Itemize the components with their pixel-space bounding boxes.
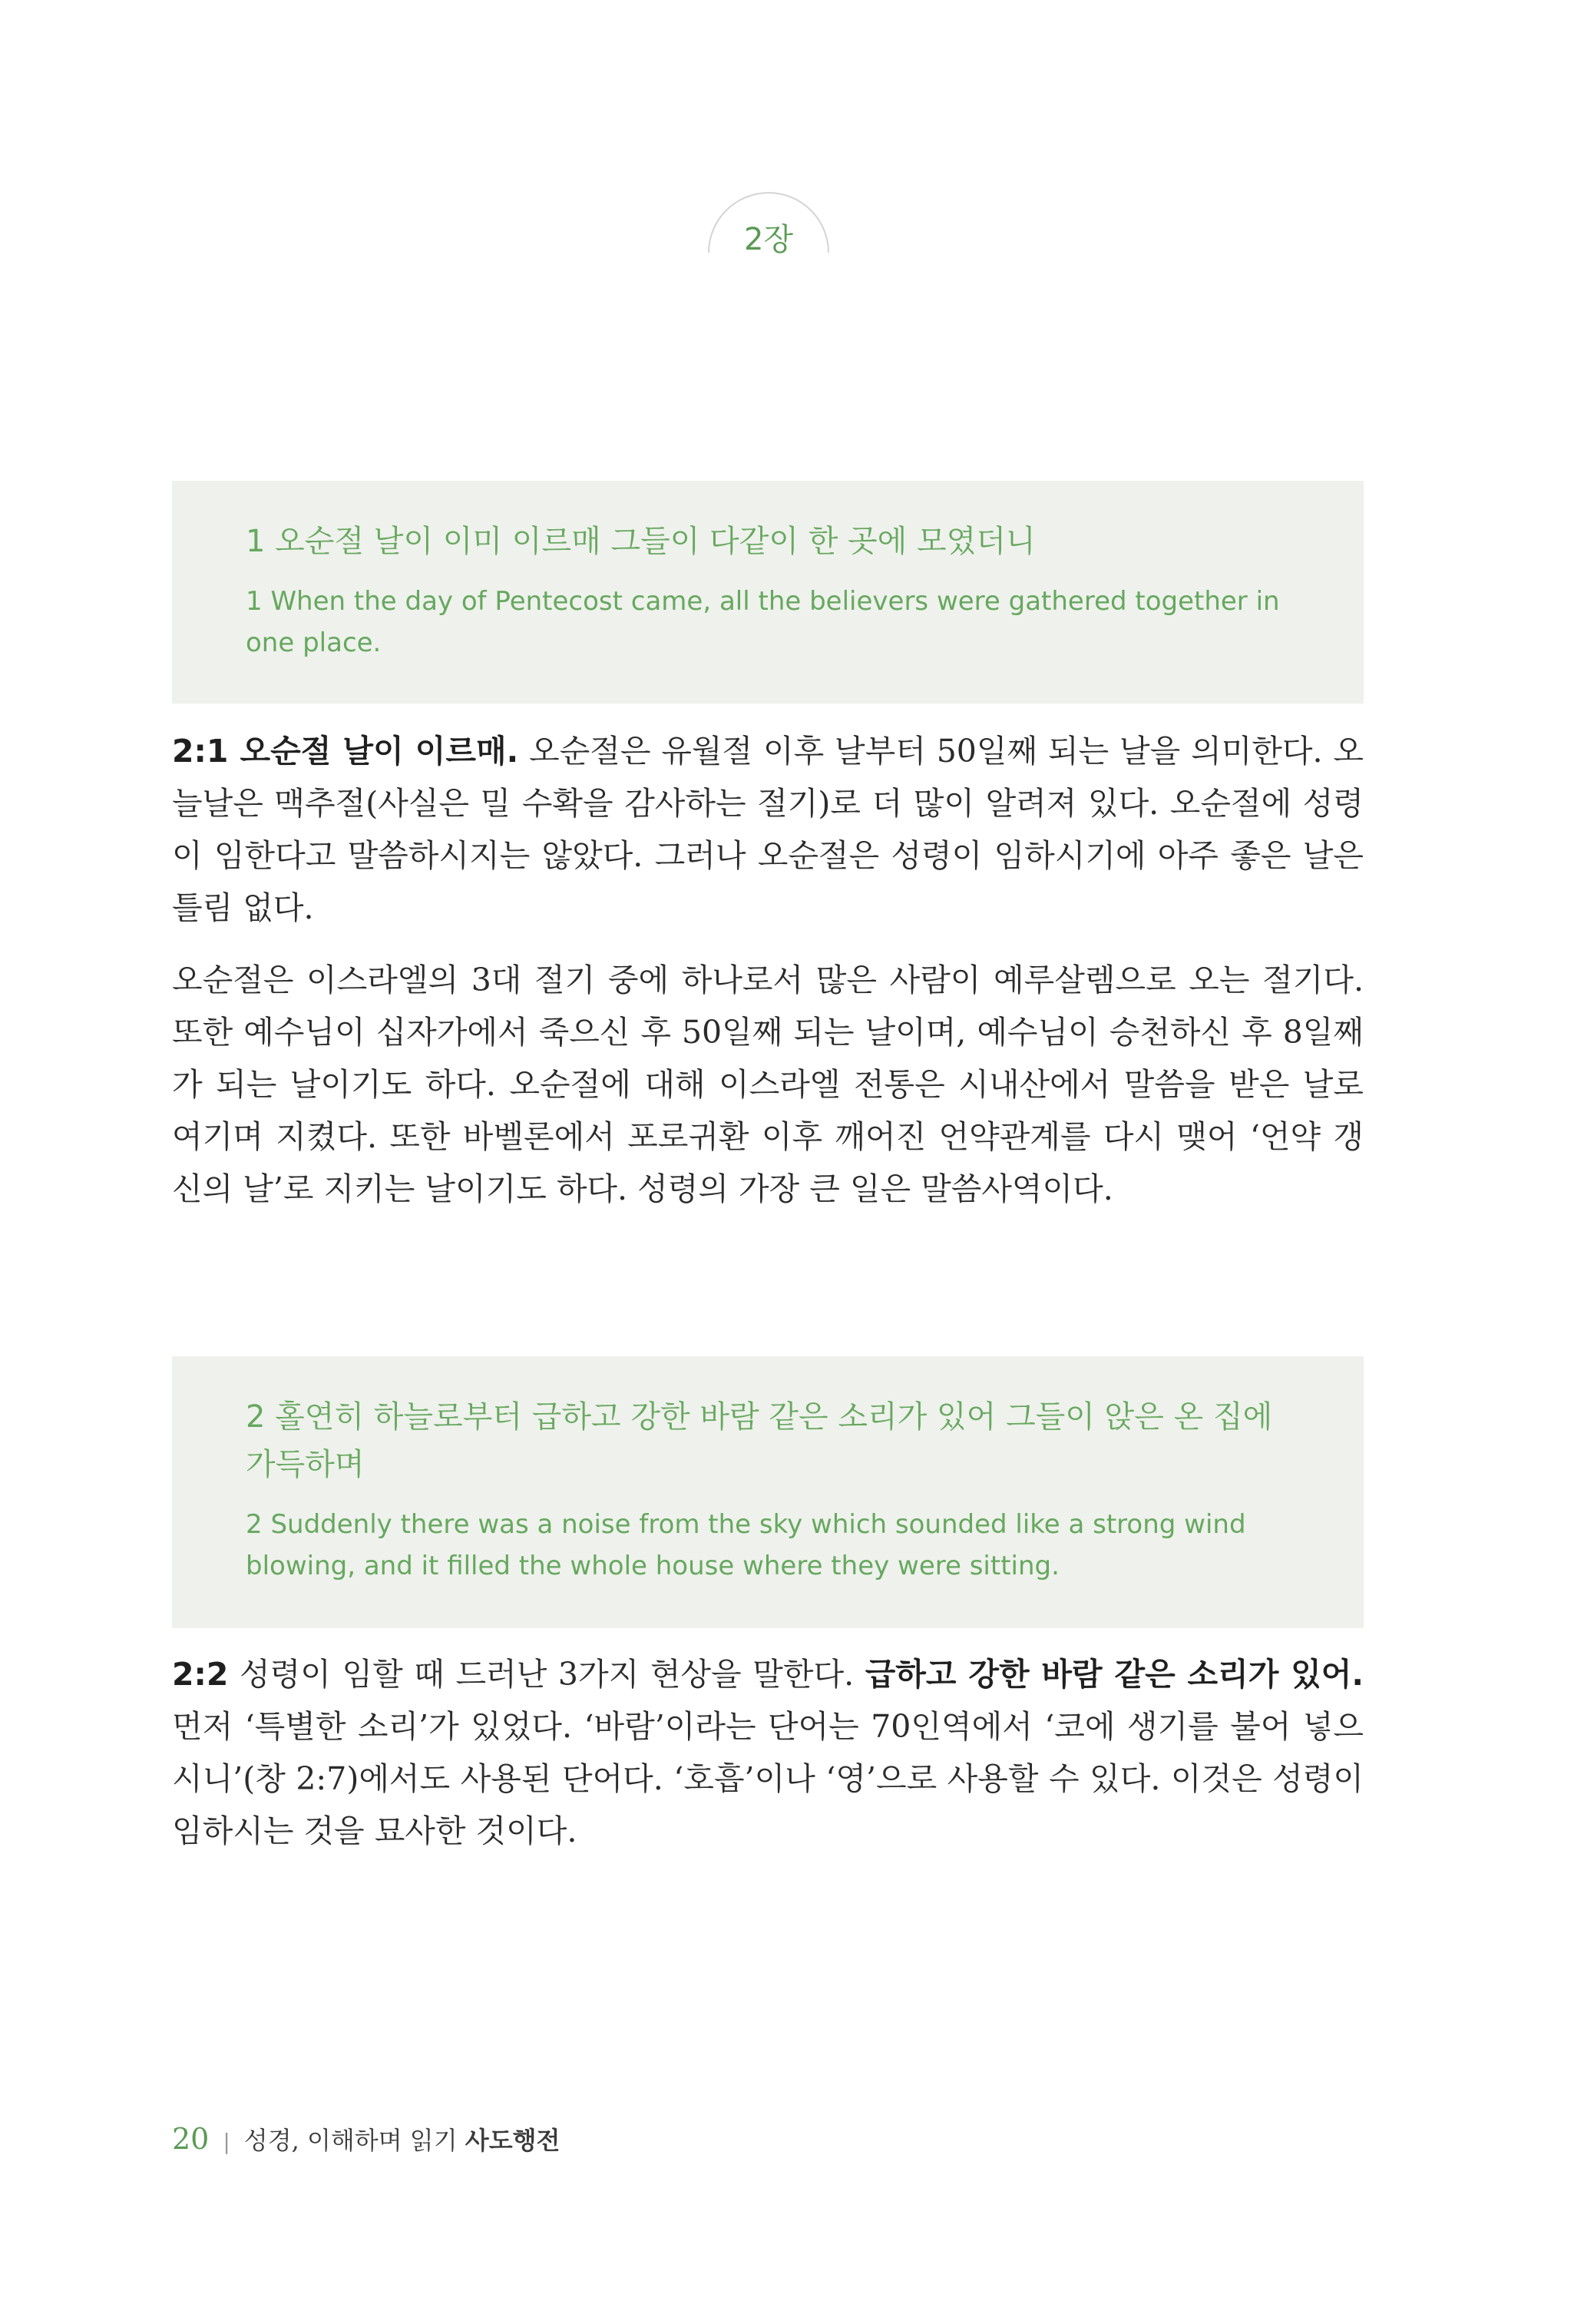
commentary-2-1-text: 오순절은 유월절 이후 날부터 50일째 되는 날을 의미한다. 오늘날은 맥추절(사실은 밀 수확을 감사하는 절기)로 더 많이 알려져 있다. 오순절에 성령이 임한다고 말씀하시지는 않았다. 그러나 오순절은 성령이 임하시기에 아주 좋은 날은 틀림 없다. bbox=[172, 733, 1364, 926]
commentary-2-2-text-a: 성령이 임할 때 드러난 3가지 현상을 말한다. bbox=[228, 1656, 865, 1693]
commentary-2-1-continued: 오순절은 이스라엘의 3대 절기 중에 하나로서 많은 사람이 예루살렘으로 오는 절기다. 또한 예수님이 십자가에서 죽으신 후 50일째 되는 날이며, 예수님이 승천하신 후 8일째가 되는 날이기도 하다. 오순절에 대해 이스라엘 전통은 시내산에서 말씀을 받은 날로 여기며 지켰다. 또한 바벨론에서 포로귀환 이후 깨어진 언약관계를 다시 맺어 ‘언약 갱신의 날’로 지키는 날이기도 하다. 성령의 가장 큰 일은 말씀사역이다. bbox=[172, 962, 1364, 1207]
commentary-2-2-highlight: 급하고 강한 바람 같은 소리가 있어. bbox=[865, 1656, 1364, 1693]
verse-box-2 bbox=[172, 1356, 1364, 1628]
verse-reference-2-1: 2:1 오순절 날이 이르매. bbox=[172, 733, 519, 770]
book-title: 사도행전 bbox=[465, 2126, 561, 2155]
verse-2-korean: 2 홀연히 하늘로부터 급하고 강한 바람 같은 소리가 있어 그들이 앉은 온 집에 가득하며 bbox=[246, 1399, 1273, 1482]
verse-1-english: 1 When the day of Pentecost came, all the believers were gathered together in one place. bbox=[246, 586, 1280, 658]
series-title: 성경, 이해하며 읽기 bbox=[243, 2126, 458, 2155]
commentary-2-2-text-b: 먼저 ‘특별한 소리’가 있었다. ‘바람’이라는 단어는 70인역에서 ‘코에 생기를 불어 넣으시니’(창 2:7)에서도 사용된 단어다. ‘호흡’이나 ‘영’으로 사용할 수 있다. 이것은 성령이 임하시는 것을 묘사한 것이다. bbox=[172, 1708, 1364, 1849]
verse-reference-2-2: 2:2 bbox=[172, 1656, 229, 1693]
chapter-title: 2장 bbox=[743, 222, 794, 257]
verse-box-1 bbox=[172, 481, 1364, 703]
verse-1-korean: 1 오순절 날이 이미 이르매 그들이 다같이 한 곳에 모였더니 bbox=[246, 524, 1036, 559]
commentary-2-1 bbox=[172, 725, 1364, 934]
verse-2-english: 2 Suddenly there was a noise from the sky which sounded like a strong wind blowing, and it filled the whole house where they were sitting. bbox=[246, 1509, 1246, 1581]
footer-separator: | bbox=[223, 2129, 230, 2154]
commentary-2-2 bbox=[172, 1648, 1364, 1857]
page-footer bbox=[172, 2121, 560, 2157]
page-number: 20 bbox=[172, 2122, 210, 2156]
